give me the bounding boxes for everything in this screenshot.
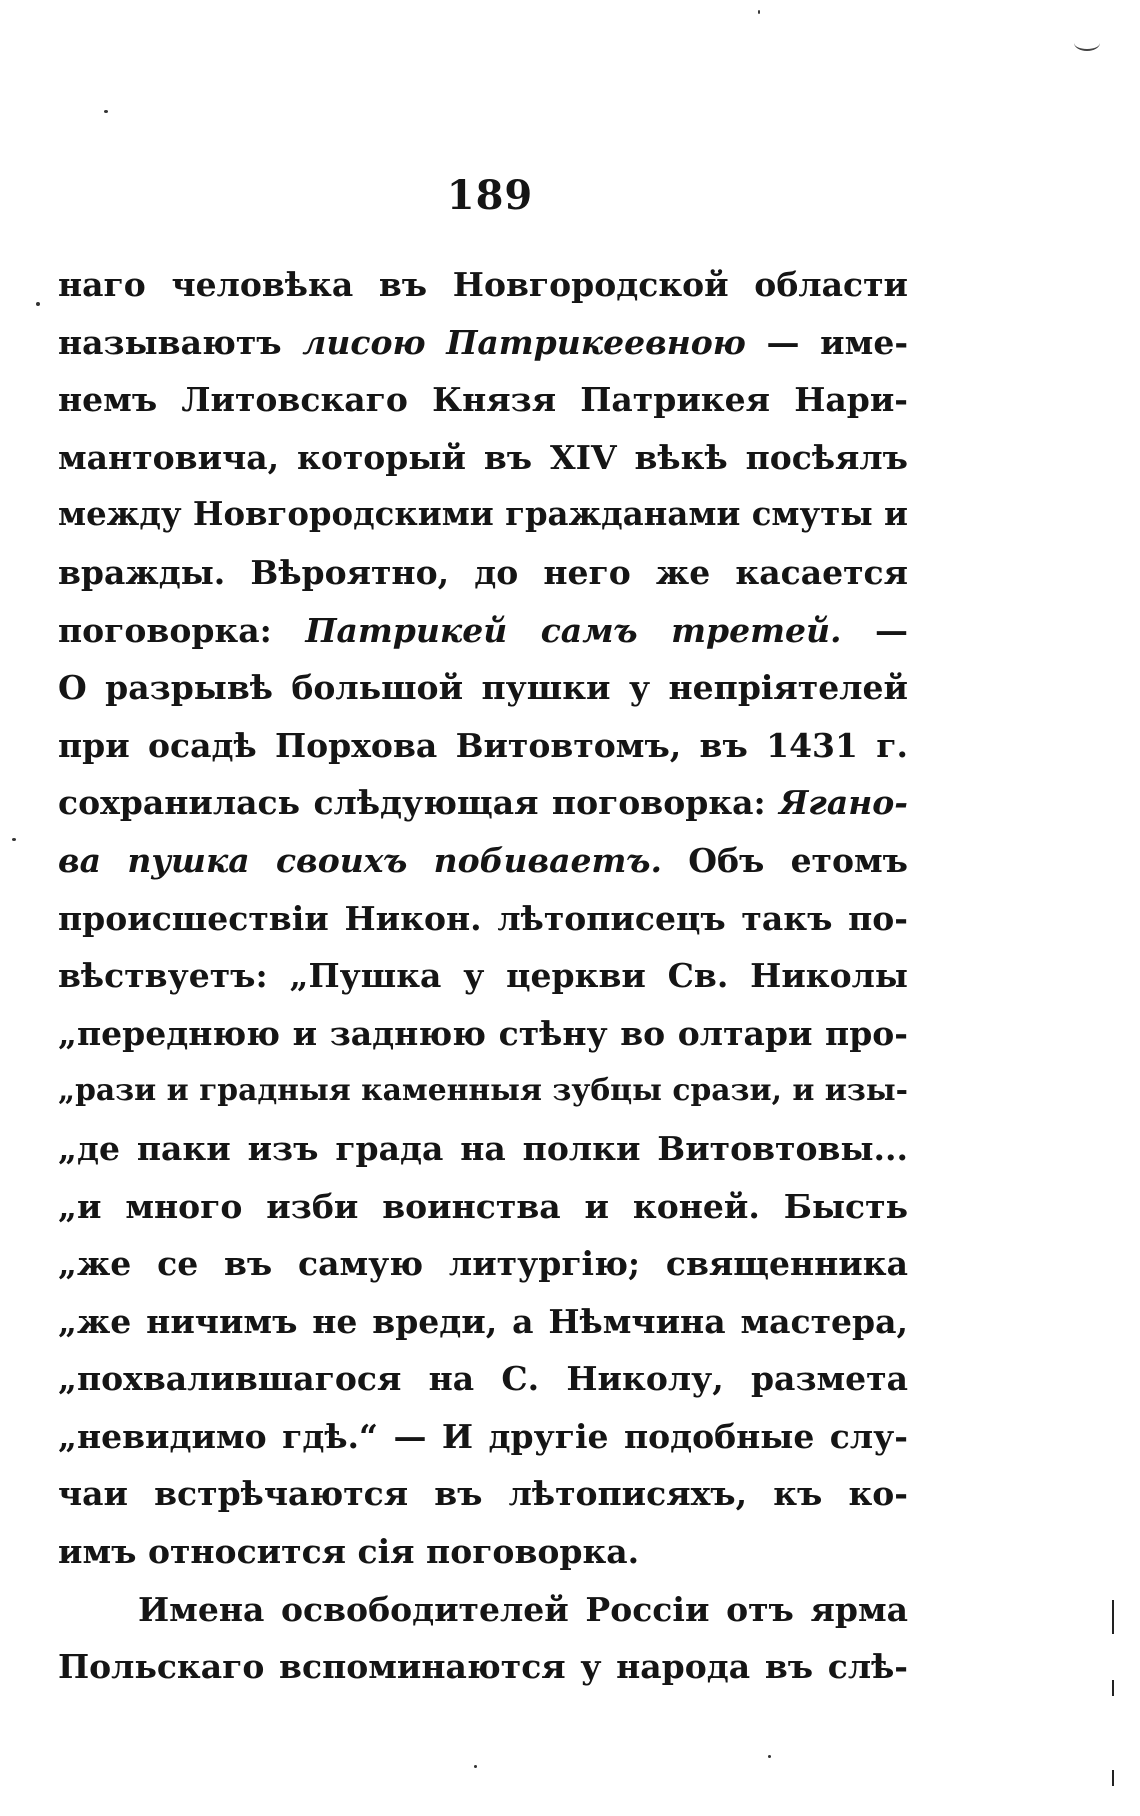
print-speck: [36, 302, 40, 306]
text-line: Имена освободителей Россіи отъ ярма: [138, 1589, 908, 1629]
text-line: немъ Литовскаго Князя Патрикея Нари-: [58, 380, 908, 420]
text-segment: сохранилась слѣдующая поговорка:: [58, 783, 780, 823]
text-line: между Новгородскими гражданами смуты и: [58, 495, 908, 534]
print-speck: [768, 1755, 771, 1758]
text-line: чаи встрѣчаются въ лѣтописяхъ, къ ко-: [58, 1474, 908, 1514]
print-speck: [758, 10, 760, 14]
text-line: „похвалившагося на С. Николу, размета: [58, 1359, 908, 1399]
text-line: вражды. Вѣроятно, до него же касается: [58, 552, 908, 592]
print-speck: [12, 838, 16, 841]
text-line: „же се въ самую литургію; священника: [58, 1244, 908, 1284]
text-segment: —: [841, 610, 908, 650]
italic-phrase: лисою Патрикеевною: [302, 322, 746, 362]
text-line: [58, 832, 908, 890]
text-segment: Объ етомъ: [661, 840, 908, 880]
text-line: „же ничимъ не вреди, а Нѣмчина мастера,: [58, 1301, 908, 1341]
print-speck: [104, 110, 108, 113]
text-line: при осадѣ Порхова Витовтомъ, въ 1431 г.: [58, 725, 908, 765]
text-line: мантовича, который въ XIV вѣкѣ посѣялъ: [58, 437, 908, 477]
text-line: „невидимо гдѣ.“ — И другіе подобные слу-: [58, 1416, 908, 1456]
text-line: [58, 602, 908, 660]
text-segment: — име-: [745, 322, 909, 362]
text-line: „рази и градныя каменныя зубцы срази, и изы-: [58, 1073, 908, 1109]
text-line: вѣствуетъ: „Пушка у церкви Св. Николы: [58, 956, 908, 996]
italic-phrase: ва пушка своихъ побиваетъ.: [58, 840, 662, 880]
text-segment: поговорка:: [58, 610, 306, 650]
text-line: Польскаго вспоминаются у народа въ слѣ-: [58, 1647, 908, 1687]
body-text: [58, 256, 908, 1696]
page-edge-mark: [1074, 35, 1100, 51]
text-line: наго человѣка въ Новгородской области: [58, 265, 908, 304]
page-edge-line: [1112, 1600, 1114, 1634]
text-line: происшествіи Никон. лѣтописецъ такъ по-: [58, 898, 908, 938]
text-segment: называютъ: [58, 322, 303, 362]
text-line: О разрывѣ большой пушки у непріятелей: [58, 668, 908, 708]
text-line: „переднюю и заднюю стѣну во олтари про-: [58, 1013, 908, 1053]
page-edge-line: [1112, 1770, 1114, 1786]
page-edge-line: [1112, 1680, 1114, 1696]
text-line: имъ относится сія поговорка.: [58, 1532, 640, 1572]
page-number: 189: [446, 172, 534, 219]
text-line: „де паки изъ града на полки Витовтовы...: [58, 1128, 908, 1168]
italic-phrase: Патрикей самъ третей.: [305, 610, 842, 650]
italic-phrase: Ягано-: [779, 783, 908, 823]
text-line: „и много изби воинства и коней. Бысть: [58, 1186, 908, 1226]
text-line: [58, 314, 908, 372]
print-speck: [474, 1765, 477, 1768]
text-line: [58, 774, 908, 832]
